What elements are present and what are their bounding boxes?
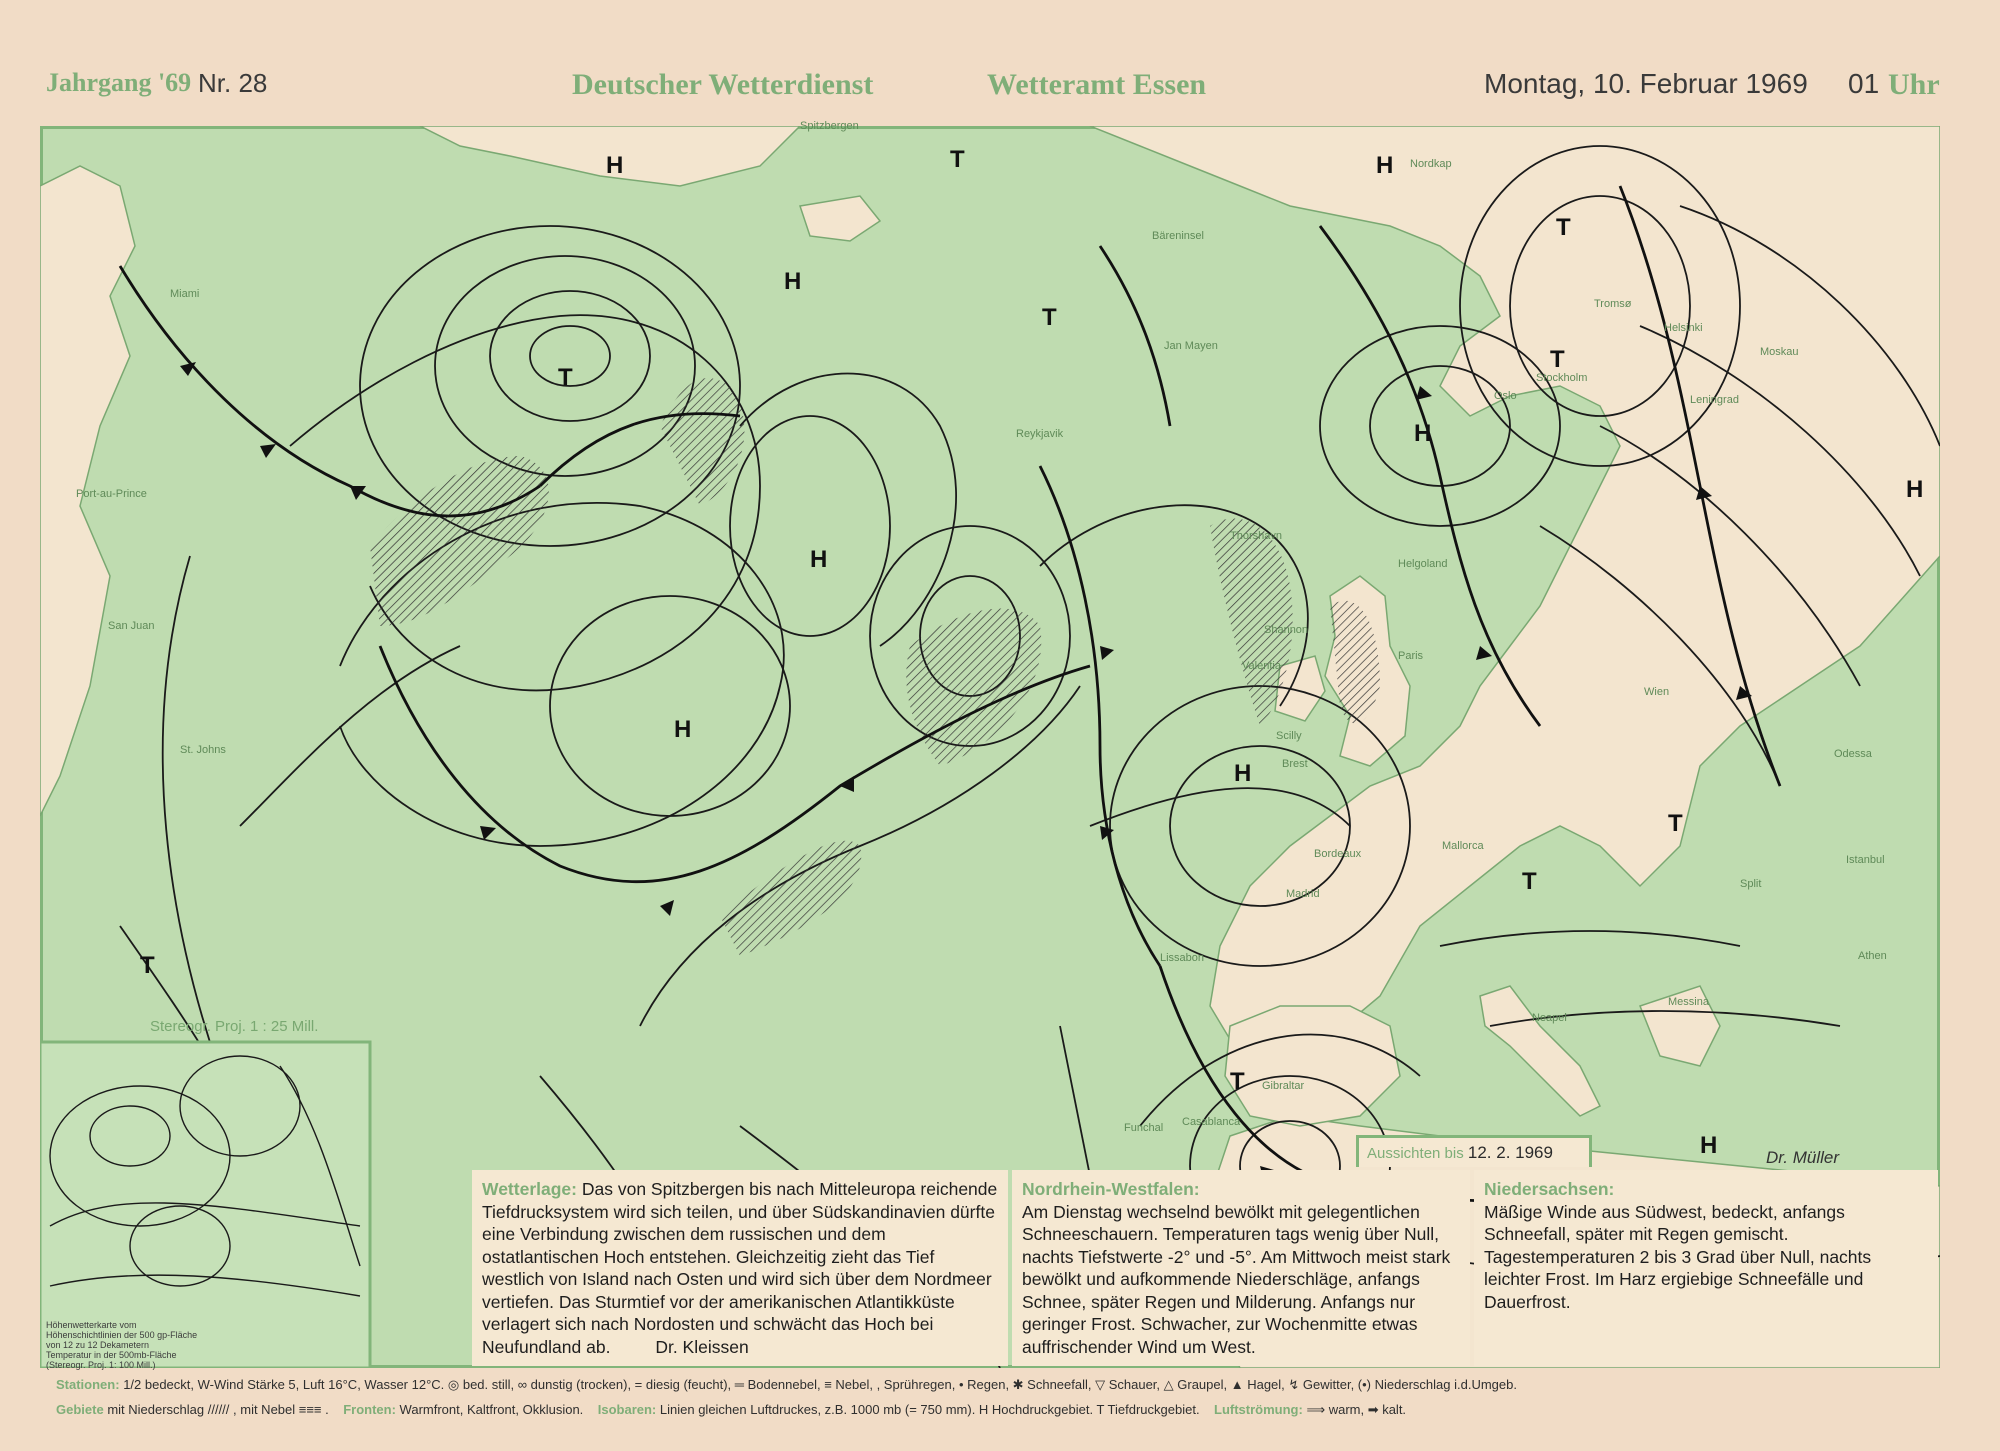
place-name: Miami	[170, 288, 200, 300]
high-pressure-center: H	[1376, 152, 1394, 179]
place-name: Casablanca	[1182, 1116, 1241, 1128]
outlook-label: Aussichten bis	[1367, 1145, 1464, 1162]
high-pressure-center: H	[1414, 420, 1432, 447]
place-name: Nordkap	[1410, 158, 1452, 170]
legend-fronts-label: Fronten:	[343, 1402, 396, 1417]
place-name: Funchal	[1124, 1122, 1164, 1134]
place-name: Istanbul	[1846, 854, 1885, 866]
inset-caption-4: Temperatur in der 500mb-Fläche	[46, 1350, 177, 1360]
place-name: Valentia	[1242, 660, 1281, 672]
low-pressure-center: T	[140, 952, 155, 979]
map-hour-unit: Uhr	[1888, 68, 1940, 101]
place-name: Athen	[1858, 950, 1887, 962]
wetterlage-panel	[472, 1170, 1008, 1366]
place-name: Messina	[1668, 996, 1709, 1008]
place-name: Bordeaux	[1314, 848, 1362, 860]
legend-flow-text: ⟹ warm, ➡ kalt.	[1306, 1402, 1407, 1417]
low-pressure-center: T	[1042, 304, 1057, 331]
place-name: Tromsø	[1594, 298, 1632, 310]
map-date: Montag, 10. Februar 1969	[1484, 68, 1808, 99]
precipitation-areas	[370, 378, 1380, 956]
legend-areas-text: mit Niederschlag ////// , mit Nebel ≡≡≡ .	[107, 1402, 329, 1417]
legend-isobars-text: Linien gleichen Luftdruckes, z.B. 1000 mb (= 750 mm). H Hochdruckgebiet. T Tiefdruckgebiet.	[659, 1402, 1200, 1417]
place-name: Shannon	[1264, 624, 1309, 636]
place-name: Split	[1740, 878, 1762, 890]
inset-caption-5: (Stereogr. Proj. 1: 100 Mill.)	[46, 1360, 156, 1370]
high-pressure-center: H	[674, 716, 692, 743]
inset-caption-3: von 12 zu 12 Dekametern	[46, 1340, 150, 1350]
issue-number: Nr. 28	[198, 68, 268, 98]
low-pressure-center: T	[1556, 214, 1571, 241]
projection-note: Stereogr. Proj. 1 : 25 Mill.	[150, 1018, 319, 1035]
low-pressure-center: T	[1230, 1068, 1245, 1095]
place-name: St. Johns	[180, 744, 226, 756]
place-name: Helgoland	[1398, 558, 1448, 570]
place-name: Mallorca	[1442, 840, 1484, 852]
wetterlage-text: Das von Spitzbergen bis nach Mitteleuropa reichende Tiefdrucksystem wird sich teilen, und über Südskandinavien dürfte eine Verbindung zwischen dem russischen und dem ostatlantischen Hoch entstehen. Gleichzeitig zieht das Tief westlich von Island nach Osten und wird sich über dem Nordmeer vertiefen. Das Sturmtief vor der amerikanischen Atlantikküste verlagert sich nach Nordosten und schwächt das Hoch bei Neufundland ab.	[482, 1179, 998, 1357]
place-name: Scilly	[1276, 730, 1302, 742]
low-pressure-center: T	[1522, 868, 1537, 895]
office-title: Wetteramt Essen	[987, 68, 1207, 101]
legend-stations-label: Stationen:	[56, 1377, 120, 1392]
place-name: Spitzbergen	[800, 120, 859, 132]
service-title: Deutscher Wetterdienst	[572, 68, 874, 101]
high-pressure-center: H	[606, 152, 624, 179]
place-name: Madrid	[1286, 888, 1320, 900]
high-pressure-center: H	[784, 268, 802, 295]
low-pressure-center: T	[1668, 810, 1683, 837]
map-signature: Dr. Müller	[1766, 1148, 1840, 1167]
legend-line-2	[56, 1397, 1936, 1422]
high-pressure-center: H	[1234, 760, 1252, 787]
place-name: Neapel	[1532, 1012, 1567, 1024]
place-name: Odessa	[1834, 748, 1872, 760]
place-name: Helsinki	[1664, 322, 1703, 334]
outlook-tab	[1356, 1135, 1592, 1167]
legend-areas-label: Gebiete	[56, 1402, 104, 1417]
inset-caption-1: Höhenwetterkarte vom	[46, 1320, 137, 1330]
low-pressure-center: T	[1550, 346, 1565, 373]
place-name: San Juan	[108, 620, 155, 632]
land-italy	[1480, 986, 1600, 1116]
map-legend	[56, 1372, 1936, 1422]
niedersachsen-panel	[1474, 1170, 1938, 1366]
place-name: Oslo	[1494, 390, 1517, 402]
legend-line-1	[56, 1372, 1936, 1397]
place-name: Port-au-Prince	[76, 488, 147, 500]
land-iceland	[800, 196, 880, 241]
high-pressure-center: H	[1906, 476, 1924, 503]
low-pressure-center: T	[950, 146, 965, 173]
place-name: Brest	[1282, 758, 1308, 770]
wetterlage-author: Dr. Kleissen	[655, 1336, 749, 1357]
high-pressure-center: H	[1700, 1132, 1718, 1159]
place-name: Paris	[1398, 650, 1424, 662]
inset-caption-2: Höhenschichtlinien der 500 gp-Fläche	[46, 1330, 198, 1340]
legend-stations-text: 1/2 bedeckt, W-Wind Stärke 5, Luft 16°C, Wasser 12°C. ◎ bed. still, ∞ dunstig (trocken), = diesig (feucht), ═ Bodennebel, ≡ Nebel, , Sprühregen, • Regen, ✱ Schneefall, ▽ Schauer, △ Graupel, ▲ Hagel, ↯ Gewitter, (•) Niederschlag i.d.Umgeb.	[123, 1377, 1517, 1392]
place-name: Thorshavn	[1230, 530, 1282, 542]
nrw-heading: Nordrhein-Westfalen:	[1022, 1179, 1200, 1199]
map-hour: 01	[1848, 68, 1880, 99]
outlook-date: 12. 2. 1969	[1467, 1143, 1553, 1162]
nrw-panel	[1012, 1170, 1470, 1366]
legend-isobars-label: Isobaren:	[597, 1402, 657, 1417]
land-iberia	[1225, 1006, 1400, 1126]
place-name: Jan Mayen	[1164, 340, 1218, 352]
wetterlage-heading: Wetterlage:	[482, 1179, 577, 1199]
place-name: Bäreninsel	[1152, 230, 1204, 242]
legend-flow-label: Luftströmung:	[1214, 1402, 1303, 1417]
place-name: Lissabon	[1160, 952, 1205, 964]
niedersachsen-heading: Niedersachsen:	[1484, 1179, 1615, 1199]
place-name: Leningrad	[1690, 394, 1739, 406]
niedersachsen-text: Mäßige Winde aus Südwest, bedeckt, anfangs Schneefall, später mit Regen gemischt. Tagestemperaturen 2 bis 3 Grad über Null, nachts leichter Frost. Im Harz ergiebige Schneefälle und Dauerfrost.	[1484, 1201, 1872, 1312]
place-name: Gibraltar	[1262, 1080, 1305, 1092]
legend-fronts-text: Warmfront, Kaltfront, Okklusion.	[399, 1402, 584, 1417]
high-pressure-center: H	[810, 546, 828, 573]
low-pressure-center: T	[558, 364, 573, 391]
place-name: Wien	[1644, 686, 1670, 698]
place-name: Moskau	[1760, 346, 1799, 358]
jahrgang-label: Jahrgang '69	[46, 68, 192, 97]
nrw-text: Am Dienstag wechselnd bewölkt mit gelegentlichen Schneeschauern. Temperaturen tags wenig über Null, nachts Tiefstwerte -2° und -5°. Am Mittwoch meist stark bewölkt und aufkommende Niederschläge, anfangs Schnee, später Regen und Milderung. Anfangs nur geringer Frost. Schwacher, zur Wochenmitte etwas auffrischender Wind um West.	[1022, 1201, 1451, 1357]
place-name: Reykjavik	[1016, 428, 1064, 440]
place-name: Stockholm	[1536, 372, 1588, 384]
